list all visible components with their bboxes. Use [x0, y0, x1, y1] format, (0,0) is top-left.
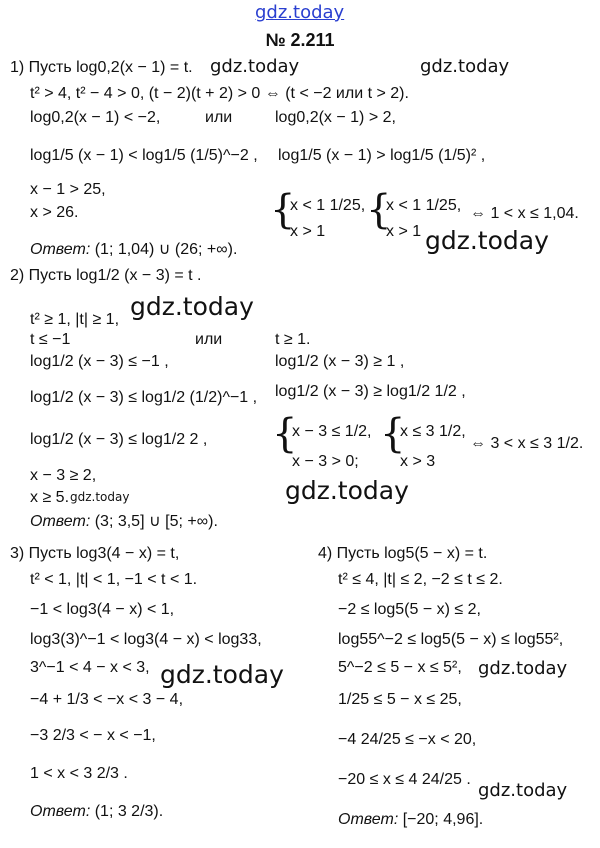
answer-label: Ответ:	[30, 241, 91, 258]
p2-line: x − 3 ≥ 2,	[30, 467, 97, 484]
p4-line: −2 ≤ log5(5 − x) ≤ 2,	[338, 601, 481, 618]
p4-line: 1/25 ≤ 5 − x ≤ 25,	[338, 691, 462, 708]
answer-label: Ответ:	[338, 811, 399, 828]
watermark: gdz.today	[478, 658, 568, 679]
p1-line: log1/5 (x − 1) < log1/5 (1/5)^−2 ,	[30, 147, 258, 164]
p2-line: log1/2 (x − 3) ≤ −1 ,	[30, 353, 169, 370]
p3-intro: 3) Пусть log3(4 − x) = t,	[10, 545, 180, 562]
watermark: gdz.today	[70, 490, 130, 504]
watermark: gdz.today	[285, 476, 409, 505]
p4-answer	[338, 810, 483, 830]
p2-answer	[30, 512, 218, 532]
p2-sys: x > 3	[400, 453, 436, 470]
p1-intro: 1) Пусть log0,2(x − 1) = t.	[10, 59, 193, 76]
p1-line: x > 26.	[30, 204, 79, 221]
watermark: gdz.today	[210, 56, 300, 77]
p2-sys: x ≤ 3 1/2,	[400, 423, 466, 440]
p2-result: ⇔ 3 < x ≤ 3 1/2.	[470, 435, 584, 452]
p2-sys: x − 3 > 0;	[292, 453, 359, 470]
answer-label: Ответ:	[30, 803, 91, 820]
watermark: gdz.today	[160, 660, 284, 689]
p2-line: t ≥ 1.	[275, 331, 311, 348]
p3-answer	[30, 802, 163, 822]
system-brace: {	[366, 187, 392, 233]
p1-line: x − 1 > 25,	[30, 181, 106, 198]
p2-line: t ≤ −1	[30, 331, 71, 348]
p4-line: 5^−2 ≤ 5 − x ≤ 5²,	[338, 659, 462, 676]
answer-value: (3; 3,5] ∪ [5; +∞).	[94, 513, 218, 530]
p1-sys: x > 1	[386, 223, 422, 240]
p4-intro: 4) Пусть log5(5 − x) = t.	[318, 545, 488, 562]
p3-line: −3 2/3 < − x < −1,	[30, 727, 156, 744]
p2-sys: x − 3 ≤ 1/2,	[292, 423, 372, 440]
answer-value: (1; 1,04) ∪ (26; +∞).	[94, 241, 238, 258]
p1-line: log1/5 (x − 1) > log1/5 (1/5)² ,	[278, 147, 486, 164]
answer-label: Ответ:	[30, 513, 91, 530]
p3-line: −1 < log3(4 − x) < 1,	[30, 601, 175, 618]
p3-line: 1 < x < 3 2/3 .	[30, 765, 128, 782]
answer-value: (1; 3 2/3).	[94, 803, 164, 820]
p1-line: log0,2(x − 1) > 2,	[275, 109, 396, 126]
p2-or: или	[195, 331, 223, 348]
problem-title: № 2.211	[265, 30, 335, 50]
p2-intro: 2) Пусть log1/2 (x − 3) = t .	[10, 267, 202, 284]
watermark: gdz.today	[420, 56, 510, 77]
p1-line: t² > 4, t² − 4 > 0, (t − 2)(t + 2) > 0 ⇔ (t < −2 или t > 2).	[30, 85, 409, 102]
p3-line: −4 + 1/3 < −x < 3 − 4,	[30, 691, 184, 708]
system-brace: {	[270, 187, 296, 233]
p2-line: log1/2 (x − 3) ≥ 1 ,	[275, 353, 405, 370]
p2-line: log1/2 (x − 3) ≤ log1/2 (1/2)^−1 ,	[30, 389, 258, 406]
p4-line: log55^−2 ≤ log5(5 − x) ≤ log55²,	[338, 631, 564, 648]
answer-value: [−20; 4,96].	[402, 811, 484, 828]
p1-result: ⇔ 1 < x ≤ 1,04.	[470, 205, 579, 222]
p1-sys: x > 1	[290, 223, 326, 240]
p1-line: log0,2(x − 1) < −2,	[30, 109, 161, 126]
p1-sys: x < 1 1/25,	[290, 197, 366, 214]
watermark: gdz.today	[425, 226, 549, 255]
p4-line: −4 24/25 ≤ −x < 20,	[338, 731, 477, 748]
p3-line: t² < 1, |t| < 1, −1 < t < 1.	[30, 571, 198, 588]
p1-or: или	[205, 109, 233, 126]
p1-sys: x < 1 1/25,	[386, 197, 462, 214]
watermark: gdz.today	[478, 780, 568, 801]
p2-line: log1/2 (x − 3) ≤ log1/2 2 ,	[30, 431, 208, 448]
watermark-top[interactable]: gdz.today	[255, 2, 345, 23]
p1-answer	[30, 240, 237, 260]
p2-line: t² ≥ 1, |t| ≥ 1,	[30, 311, 120, 328]
p3-line: 3^−1 < 4 − x < 3,	[30, 659, 150, 676]
watermark: gdz.today	[130, 292, 254, 321]
p4-line: t² ≤ 4, |t| ≤ 2, −2 ≤ t ≤ 2.	[338, 571, 503, 588]
system-brace: {	[380, 411, 406, 457]
system-brace: {	[272, 411, 298, 457]
p2-line: log1/2 (x − 3) ≥ log1/2 1/2 ,	[275, 383, 466, 400]
p2-line: x ≥ 5.	[30, 489, 70, 506]
p3-line: log3(3)^−1 < log3(4 − x) < log33,	[30, 631, 262, 648]
p4-line: −20 ≤ x ≤ 4 24/25 .	[338, 771, 471, 788]
